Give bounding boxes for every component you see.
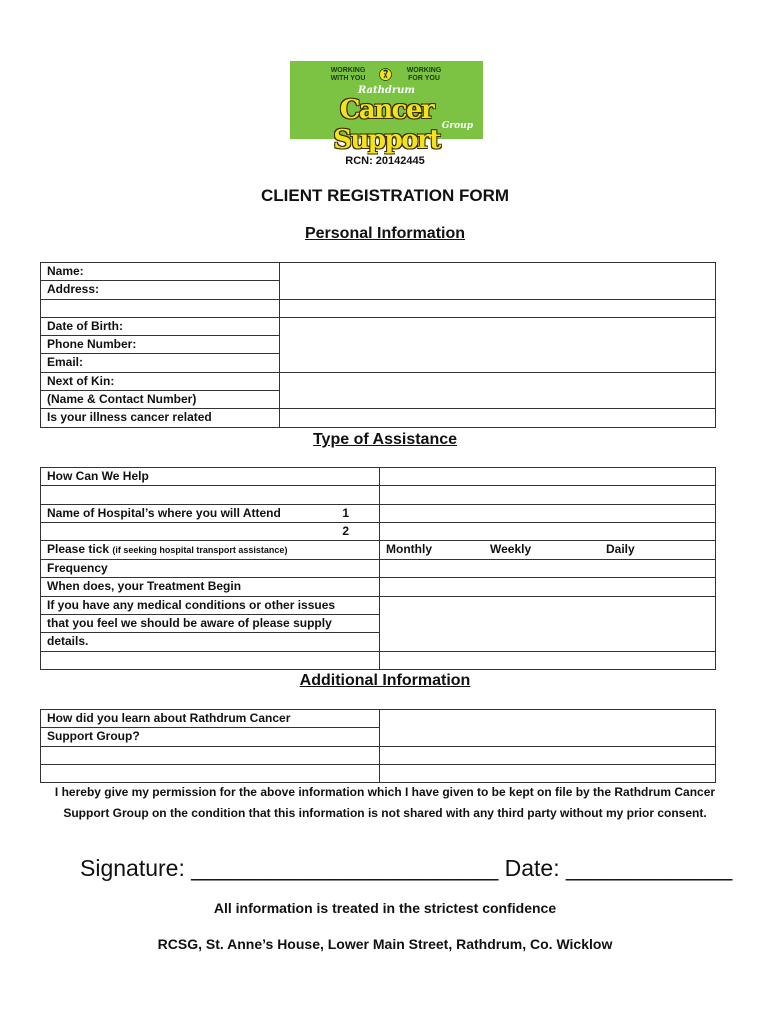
next-of-kin-note: (Name & Contact Number) [41,391,280,409]
table-row [41,372,716,390]
assistance-table [40,467,716,670]
personal-info-heading: Personal Information [304,225,466,242]
dob-label: Date of Birth: [41,317,280,335]
table-row [41,317,716,335]
learn-field[interactable] [380,710,716,747]
logo-tag-right: WORKING FOR YOU [406,67,442,82]
table-row [41,578,716,596]
option-monthly[interactable]: Monthly [386,542,432,557]
learn-label-1: How did you learn about Rathdrum Cancer [41,710,380,728]
table-row [41,486,716,504]
learn-field-3[interactable] [380,764,716,782]
ribbon-icon [379,68,392,81]
address-label: Address: [41,281,280,299]
medical-conditions-field[interactable] [380,596,716,651]
medical-label-1: If you have any medical conditions or other issues [41,596,380,614]
hospital-label: Name of Hospital’s where you will Attend [47,505,281,520]
please-tick-label: Please tick [47,542,110,557]
how-can-we-help-field[interactable] [380,468,716,486]
next-of-kin-field[interactable] [280,372,716,409]
hospital-number-1: 1 [342,505,349,520]
address-field-2[interactable] [280,299,716,317]
consent-text: I hereby give my permission for the above information which I have given to be kept on file by the Rathdrum Cancer Support Group on the condition that this information is not shared with any third party without my prior consent. [54,785,716,820]
name-label: Name: [41,263,280,281]
assistance-heading: Type of Assistance [312,431,458,448]
table-row [41,746,716,764]
hospital-field-2[interactable] [380,522,716,540]
frequency-label: Frequency [41,560,380,578]
rcn-number: RCN: 20142445 [345,155,425,167]
cancer-related-label: Is your illness cancer related [41,409,280,427]
treatment-field[interactable] [380,578,716,596]
cancer-related-field[interactable] [280,409,716,427]
email-label: Email: [41,354,280,372]
learn-label-2: Support Group? [41,728,380,746]
page-title: CLIENT REGISTRATION FORM [260,186,510,205]
table-row [41,651,716,669]
name-address-field[interactable] [280,263,716,300]
option-weekly[interactable]: Weekly [490,542,532,557]
treatment-label: When does, your Treatment Begin [41,578,380,596]
table-row [41,596,716,614]
additional-info-table [40,709,716,783]
dob-phone-email-field[interactable] [280,317,716,372]
frequency-field[interactable] [380,560,716,578]
logo-tag-left: WORKING WITH YOU [330,67,366,82]
signature-date-line[interactable]: Signature: ________________________ Date: _____________ [80,855,733,881]
learn-field-2[interactable] [380,746,716,764]
logo [290,61,483,155]
medical-label-3: details. [41,633,380,651]
table-row [41,560,716,578]
logo-rathdrum: Rathdrum [357,85,416,96]
table-row [41,764,716,782]
please-tick-note: (if seeking hospital transport assistance) [112,545,288,556]
frequency-options [380,541,716,560]
table-row [41,299,716,317]
address-line-2 [41,299,280,317]
table-row [41,541,716,560]
additional-info-heading: Additional Information [299,672,471,689]
how-can-we-help-label: How Can We Help [41,468,380,486]
organisation-address: RCSG, St. Anne’s House, Lower Main Street, Rathdrum, Co. Wicklow [157,936,613,952]
logo-cancer-support: Cancer Support [333,95,440,155]
table-row [41,468,716,486]
phone-label: Phone Number: [41,336,280,354]
hospital-number-2: 2 [342,523,349,538]
table-row [41,409,716,427]
option-daily[interactable]: Daily [606,542,635,557]
hospital-field-1[interactable] [380,504,716,522]
personal-info-table [40,262,716,428]
medical-label-2: that you feel we should be aware of please supply [41,615,380,633]
next-of-kin-label: Next of Kin: [41,372,280,390]
help-field-2[interactable] [380,486,716,504]
medical-field-2[interactable] [380,651,716,669]
table-row [41,710,716,728]
table-row [41,504,716,522]
confidentiality-note: All information is treated in the strictest confidence [213,900,557,916]
table-row [41,263,716,281]
table-row [41,522,716,540]
logo-group: Group [441,121,473,131]
